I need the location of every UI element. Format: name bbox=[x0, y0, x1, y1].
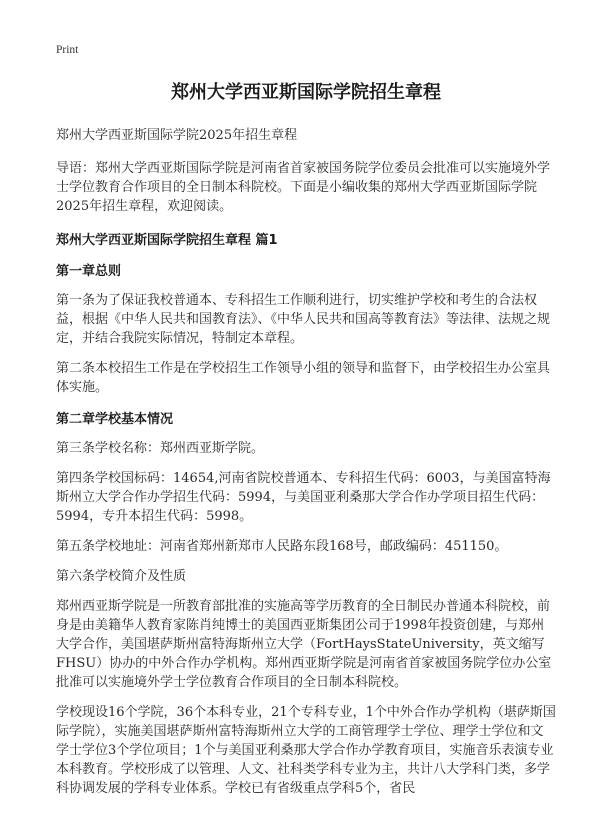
chapter-2-heading: 第二章学校基本情况 bbox=[56, 412, 174, 427]
document-subtitle: 郑州大学西亚斯国际学院2025年招生章程 bbox=[56, 128, 298, 143]
article-1: 第一条为了保证我校普通本、专科招生工作顺利进行，切实维护学校和考生的合法权益，根据《中华人民共和国教育法》、《中华人民共和国高等教育法》等法律、法规之规定，并结合我院实际情况，特制定本章程。 bbox=[56, 293, 551, 346]
article-4: 第四条学校国标码：14654,河南省院校普通本、专科招生代码：6003，与美国富特海斯州立大学合作办学招生代码：5994，与美国亚利桑那大学合作办学项目招生代码：5994，专升本招生代码：5998。 bbox=[56, 471, 551, 524]
section-heading: 郑州大学西亚斯国际学院招生章程 篇1 bbox=[56, 233, 278, 248]
school-programs-paragraph: 学校现设16个学院，36个本科专业，21个专科专业，1个中外合作办学机构（堪萨斯国际学院），实施美国堪萨斯州富特海斯州立大学的工商管理学士学位、理学士学位和文学士学位3个学位项目；1个与美国亚利桑那大学合作办学教育项目，实施音乐表演专业本科教育。学校形成了以管理、人文、社科类学科专业为主，共计八大学科门类，多学科协调发展的学科专业体系。学校已有省级重点学科5个，省民 bbox=[56, 705, 556, 796]
page-title: 郑州大学西亚斯国际学院招生章程 bbox=[171, 82, 441, 103]
article-6: 第六条学校简介及性质 bbox=[56, 569, 187, 584]
intro-paragraph: 导语：郑州大学西亚斯国际学院是河南省首家被国务院学位委员会批准可以实施境外学士学位教育合作项目的全日制本科院校。下面是小编收集的郑州大学西亚斯国际学院2025年招生章程，欢迎阅读。 bbox=[56, 161, 551, 214]
article-3: 第三条学校名称：郑州西亚斯学院。 bbox=[56, 441, 265, 456]
print-link[interactable]: Print bbox=[56, 44, 79, 56]
document-page bbox=[56, 44, 556, 809]
article-2: 第二条本校招生工作是在学校招生工作领导小组的领导和监督下，由学校招生办公室具体实施。 bbox=[56, 361, 551, 395]
school-intro-paragraph: 郑州西亚斯学院是一所教育部批准的实施高等学历教育的全日制民办普通本科院校，前身是由美籍华人教育家陈肖纯博士的美国西亚斯集团公司于1998年投资创建，与郑州大学合作，美国堪萨斯州富特海斯州立大学（FortHaysStateUniversity，英文缩写FHSU）协办的中外合作办学机构。郑州西亚斯学院是河南省首家被国务院学位办公室批准可以实施境外学士学位教育合作项目的全日制本科院校。 bbox=[56, 599, 552, 690]
article-5: 第五条学校地址：河南省郑州新郑市人民路东段168号，邮政编码：451150。 bbox=[56, 539, 508, 554]
chapter-1-heading: 第一章总则 bbox=[56, 264, 122, 279]
